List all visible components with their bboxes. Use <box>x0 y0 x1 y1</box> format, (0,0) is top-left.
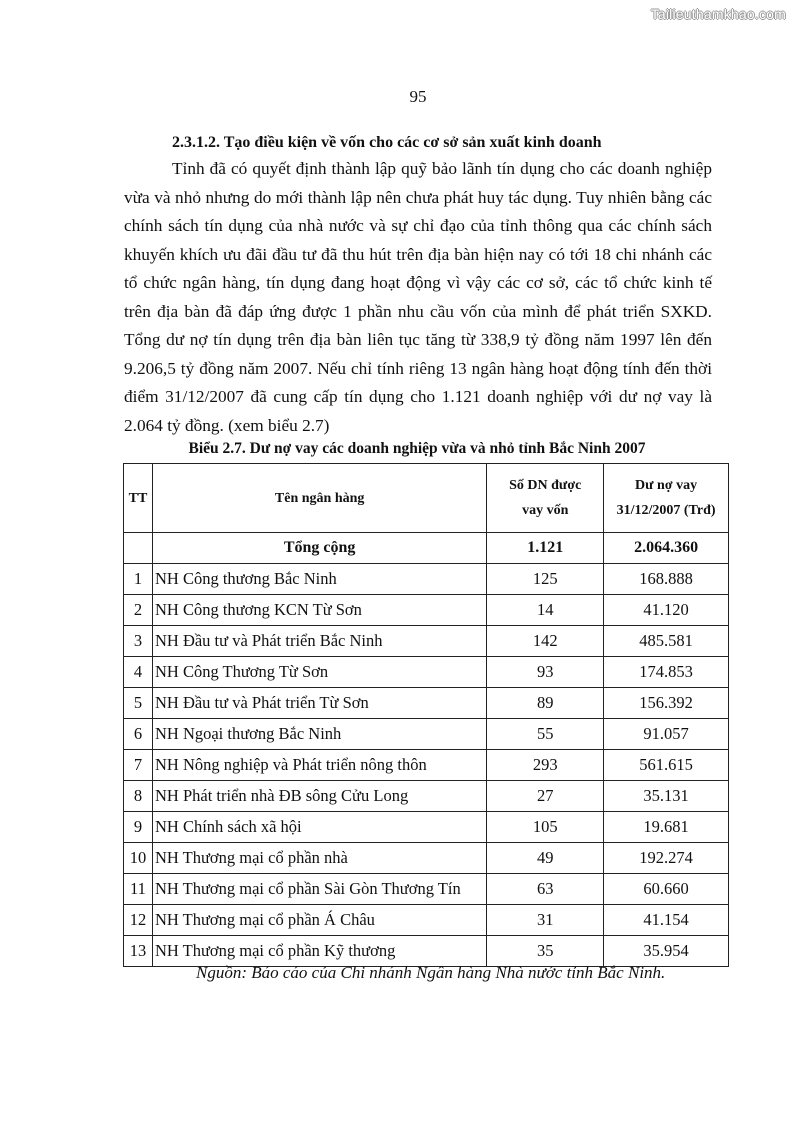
total-debt: 2.064.360 <box>604 533 729 564</box>
total-dn: 1.121 <box>487 533 604 564</box>
page-number: 95 <box>409 87 427 106</box>
row-tt: 5 <box>124 688 153 719</box>
row-debt: 35.131 <box>604 781 729 812</box>
header-debt-line1: Dư nợ vay <box>635 478 698 493</box>
watermark: Tailieuthamkhao.com <box>650 6 786 22</box>
row-dn-count: 125 <box>487 564 604 595</box>
table-row <box>124 688 729 719</box>
row-tt: 1 <box>124 564 153 595</box>
row-bank-name: NH Chính sách xã hội <box>152 812 486 843</box>
row-debt: 41.120 <box>604 595 729 626</box>
table-row <box>124 905 729 936</box>
row-bank-name: NH Công thương KCN Từ Sơn <box>152 595 486 626</box>
table-row <box>124 626 729 657</box>
row-bank-name: NH Công Thương Từ Sơn <box>152 657 486 688</box>
row-bank-name: NH Nông nghiệp và Phát triển nông thôn <box>152 750 486 781</box>
table-total-row <box>124 533 729 564</box>
row-bank-name: NH Thương mại cổ phần Á Châu <box>152 905 486 936</box>
row-bank-name: NH Ngoại thương Bắc Ninh <box>152 719 486 750</box>
row-bank-name: NH Thương mại cổ phần Sài Gòn Thương Tín <box>152 874 486 905</box>
table-row <box>124 812 729 843</box>
body-paragraph <box>124 155 712 440</box>
row-tt: 2 <box>124 595 153 626</box>
header-dn-line1: Số DN được <box>509 478 582 493</box>
header-debt <box>604 464 729 533</box>
row-bank-name: NH Phát triển nhà ĐB sông Cửu Long <box>152 781 486 812</box>
row-dn-count: 49 <box>487 843 604 874</box>
table-row <box>124 719 729 750</box>
row-tt: 10 <box>124 843 153 874</box>
row-debt: 174.853 <box>604 657 729 688</box>
table-row <box>124 564 729 595</box>
row-dn-count: 89 <box>487 688 604 719</box>
row-dn-count: 35 <box>487 936 604 967</box>
row-bank-name: NH Công thương Bắc Ninh <box>152 564 486 595</box>
table-row <box>124 843 729 874</box>
row-debt: 19.681 <box>604 812 729 843</box>
row-bank-name: NH Đầu tư và Phát triển Từ Sơn <box>152 688 486 719</box>
row-debt: 41.154 <box>604 905 729 936</box>
table-header-row <box>124 464 729 533</box>
header-dn-count <box>487 464 604 533</box>
source-note: Nguồn: Báo cáo của Chi nhánh Ngân hàng Nhà nước tỉnh Bắc Ninh. <box>196 963 666 982</box>
row-dn-count: 293 <box>487 750 604 781</box>
row-tt: 13 <box>124 936 153 967</box>
row-debt: 156.392 <box>604 688 729 719</box>
table-row <box>124 595 729 626</box>
row-debt: 485.581 <box>604 626 729 657</box>
header-debt-line2: 31/12/2007 (Trđ) <box>616 503 716 518</box>
row-dn-count: 14 <box>487 595 604 626</box>
row-bank-name: NH Thương mại cổ phần Kỹ thương <box>152 936 486 967</box>
row-debt: 91.057 <box>604 719 729 750</box>
header-tt: TT <box>124 464 153 533</box>
row-tt: 7 <box>124 750 153 781</box>
table-row <box>124 781 729 812</box>
header-bank-name: Tên ngân hàng <box>152 464 486 533</box>
section-heading: 2.3.1.2. Tạo điều kiện về vốn cho các cơ sở sản xuất kinh doanh <box>172 134 602 151</box>
row-bank-name: NH Thương mại cổ phần nhà <box>152 843 486 874</box>
row-debt: 561.615 <box>604 750 729 781</box>
row-dn-count: 27 <box>487 781 604 812</box>
row-dn-count: 93 <box>487 657 604 688</box>
paragraph-text: Tỉnh đã có quyết định thành lập quỹ bảo lãnh tín dụng cho các doanh nghiệp vừa và nhỏ nhưng do mới thành lập nên chưa phát huy tác dụng. Tuy nhiên bằng các chính sách tín dụng của nhà nước và sự chỉ đạo của tỉnh thông qua các chính sách khuyến khích ưu đãi đầu tư đã thu hút trên địa bàn hiện nay có tới 18 chi nhánh các tổ chức ngân hàng, tín dụng đang hoạt động vì vậy các cơ sở, các tổ chức kinh tế trên địa bàn đã đáp ứng được 1 phần nhu cầu vốn của mình để phát triển SXKD. Tổng dư nợ tín dụng trên địa bàn liên tục tăng từ 338,9 tỷ đồng năm 1997 lên đến 9.206,5 tỷ đồng năm 2007. Nếu chỉ tính riêng 13 ngân hàng hoạt động tính đến thời điểm 31/12/2007 đã cung cấp tín dụng cho 1.121 doanh nghiệp với dư nợ vay là 2.064 tỷ đồng. (xem biểu 2.7) <box>124 159 712 435</box>
row-tt: 12 <box>124 905 153 936</box>
loan-table <box>123 463 729 967</box>
total-label: Tổng cộng <box>152 533 486 564</box>
row-dn-count: 55 <box>487 719 604 750</box>
row-tt: 9 <box>124 812 153 843</box>
row-debt: 60.660 <box>604 874 729 905</box>
row-bank-name: NH Đầu tư và Phát triển Bắc Ninh <box>152 626 486 657</box>
row-tt: 3 <box>124 626 153 657</box>
row-tt: 11 <box>124 874 153 905</box>
row-debt: 168.888 <box>604 564 729 595</box>
row-tt: 6 <box>124 719 153 750</box>
table-row <box>124 750 729 781</box>
total-tt-cell <box>124 533 153 564</box>
row-dn-count: 105 <box>487 812 604 843</box>
row-dn-count: 31 <box>487 905 604 936</box>
table-caption: Biểu 2.7. Dư nợ vay các doanh nghiệp vừa và nhỏ tỉnh Bắc Ninh 2007 <box>188 440 646 457</box>
table-row <box>124 936 729 967</box>
row-debt: 35.954 <box>604 936 729 967</box>
row-tt: 8 <box>124 781 153 812</box>
row-debt: 192.274 <box>604 843 729 874</box>
row-tt: 4 <box>124 657 153 688</box>
table-row <box>124 874 729 905</box>
header-dn-line2: vay vốn <box>522 503 569 518</box>
table-row <box>124 657 729 688</box>
row-dn-count: 63 <box>487 874 604 905</box>
row-dn-count: 142 <box>487 626 604 657</box>
